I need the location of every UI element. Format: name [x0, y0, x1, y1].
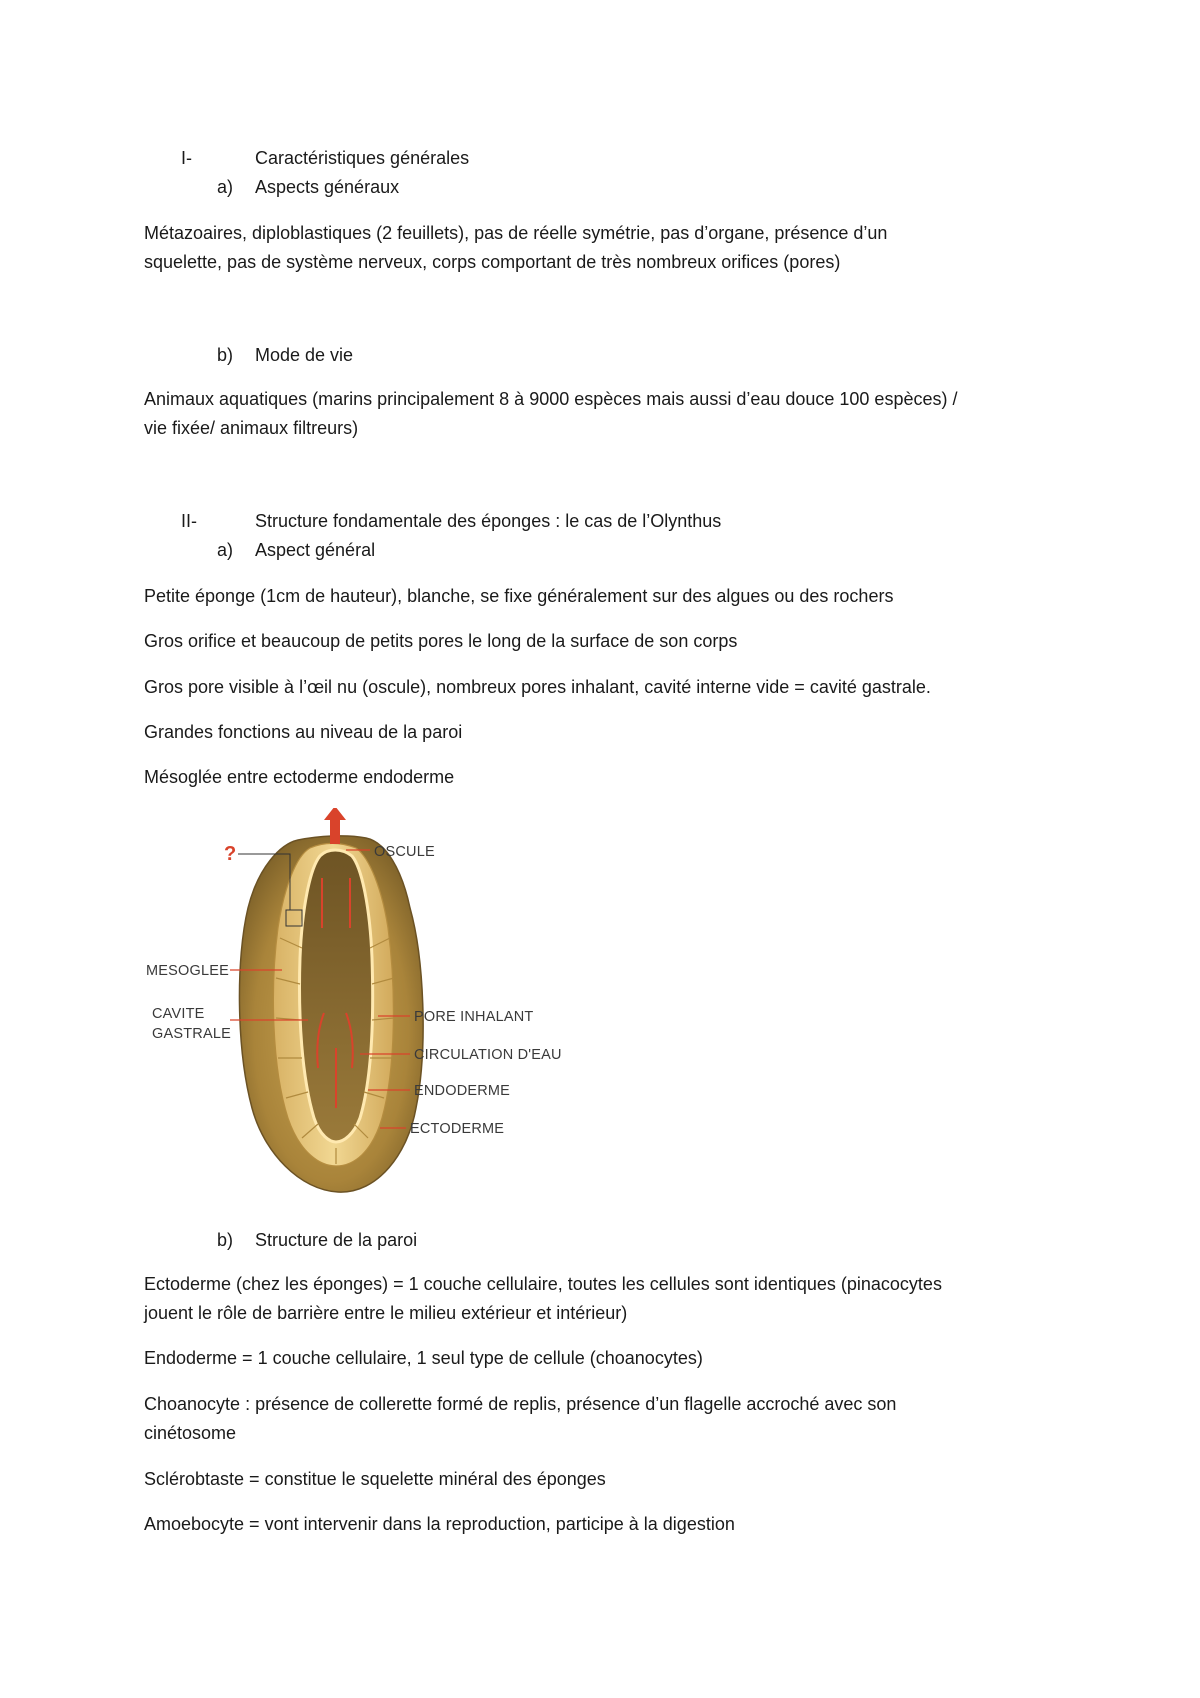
paragraph-amoebocyte [144, 1510, 1074, 1539]
paragraph-mesoglee [144, 763, 1074, 792]
label-circulation: CIRCULATION D'EAU [414, 1047, 562, 1063]
text-line: Métazoaires, diploblastiques (2 feuillets), pas de réelle symétrie, pas d’organe, présence d’un [144, 223, 888, 243]
subsection-1a-title: Aspects généraux [255, 177, 400, 197]
section-2-number: II- [181, 511, 197, 531]
olynthus-diagram [140, 808, 610, 1198]
section-1-number: I- [181, 148, 192, 168]
label-mesoglee: MESOGLEE [146, 963, 229, 979]
paragraph-grandes-fonctions [144, 718, 1074, 747]
subsection-1b-letter: b) [217, 345, 234, 365]
label-oscule: OSCULE [374, 844, 435, 860]
section-1-title: Caractéristiques générales [255, 148, 470, 168]
olynthus-illustration [140, 808, 610, 1198]
label-gastrale: GASTRALE [152, 1026, 231, 1042]
subsection-2b-heading [217, 1228, 517, 1252]
paragraph-sclerobtaste [144, 1465, 1074, 1494]
text-line: cinétosome [144, 1423, 237, 1443]
subsection-1a-letter: a) [217, 177, 234, 197]
text-line: Choanocyte : présence de collerette formé de replis, présence d’un flagelle accroché avec son [144, 1394, 897, 1414]
question-mark: ? [224, 843, 237, 865]
text-line: Petite éponge (1cm de hauteur), blanche, se fixe généralement sur des algues ou des rochers [144, 586, 894, 606]
text-line: Sclérobtaste = constitue le squelette minéral des éponges [144, 1469, 606, 1489]
text-line: Mésoglée entre ectoderme endoderme [144, 767, 455, 787]
subsection-1b-title: Mode de vie [255, 345, 354, 365]
section-1-heading [181, 146, 581, 170]
paragraph-choanocyte [144, 1390, 1074, 1448]
subsection-2b-letter: b) [217, 1230, 234, 1250]
paragraph-aspects [144, 219, 1074, 277]
text-line: squelette, pas de système nerveux, corps comportant de très nombreux orifices (pores) [144, 252, 841, 272]
section-2-title: Structure fondamentale des éponges : le cas de l’Olynthus [255, 511, 722, 531]
section-2-heading [181, 509, 881, 533]
paragraph-mode-de-vie [144, 385, 1074, 443]
paragraph-petite-eponge [144, 582, 1074, 611]
subsection-2a-heading [217, 538, 517, 562]
paragraph-endoderme [144, 1344, 1074, 1373]
subsection-2b-title: Structure de la paroi [255, 1230, 418, 1250]
text-line: Gros pore visible à l’œil nu (oscule), nombreux pores inhalant, cavité interne vide = cavité gastrale. [144, 677, 931, 697]
label-pore-inhalant: PORE INHALANT [414, 1009, 534, 1025]
text-line: vie fixée/ animaux filtreurs) [144, 418, 359, 438]
text-line: jouent le rôle de barrière entre le milieu extérieur et intérieur) [144, 1303, 628, 1323]
label-ectoderme: ECTODERME [410, 1121, 505, 1137]
subsection-1a-heading [217, 175, 517, 199]
subsection-1b-heading [217, 343, 517, 367]
text-line: Ectoderme (chez les éponges) = 1 couche cellulaire, toutes les cellules sont identiques (pinacocytes [144, 1274, 942, 1294]
text-line: Gros orifice et beaucoup de petits pores le long de la surface de son corps [144, 631, 738, 651]
text-line: Endoderme = 1 couche cellulaire, 1 seul type de cellule (choanocytes) [144, 1348, 703, 1368]
label-cavite: CAVITE [152, 1006, 205, 1022]
text-line: Amoebocyte = vont intervenir dans la reproduction, participe à la digestion [144, 1514, 735, 1534]
subsection-2a-title: Aspect général [255, 540, 376, 560]
text-line: Grandes fonctions au niveau de la paroi [144, 722, 463, 742]
label-endoderme: ENDODERME [414, 1083, 511, 1099]
text-line: Animaux aquatiques (marins principalement 8 à 9000 espèces mais aussi d’eau douce 100 espèces) / [144, 389, 958, 409]
paragraph-ectoderme [144, 1270, 1074, 1328]
paragraph-gros-orifice [144, 627, 1074, 656]
paragraph-gros-pore [144, 673, 1074, 702]
subsection-2a-letter: a) [217, 540, 234, 560]
